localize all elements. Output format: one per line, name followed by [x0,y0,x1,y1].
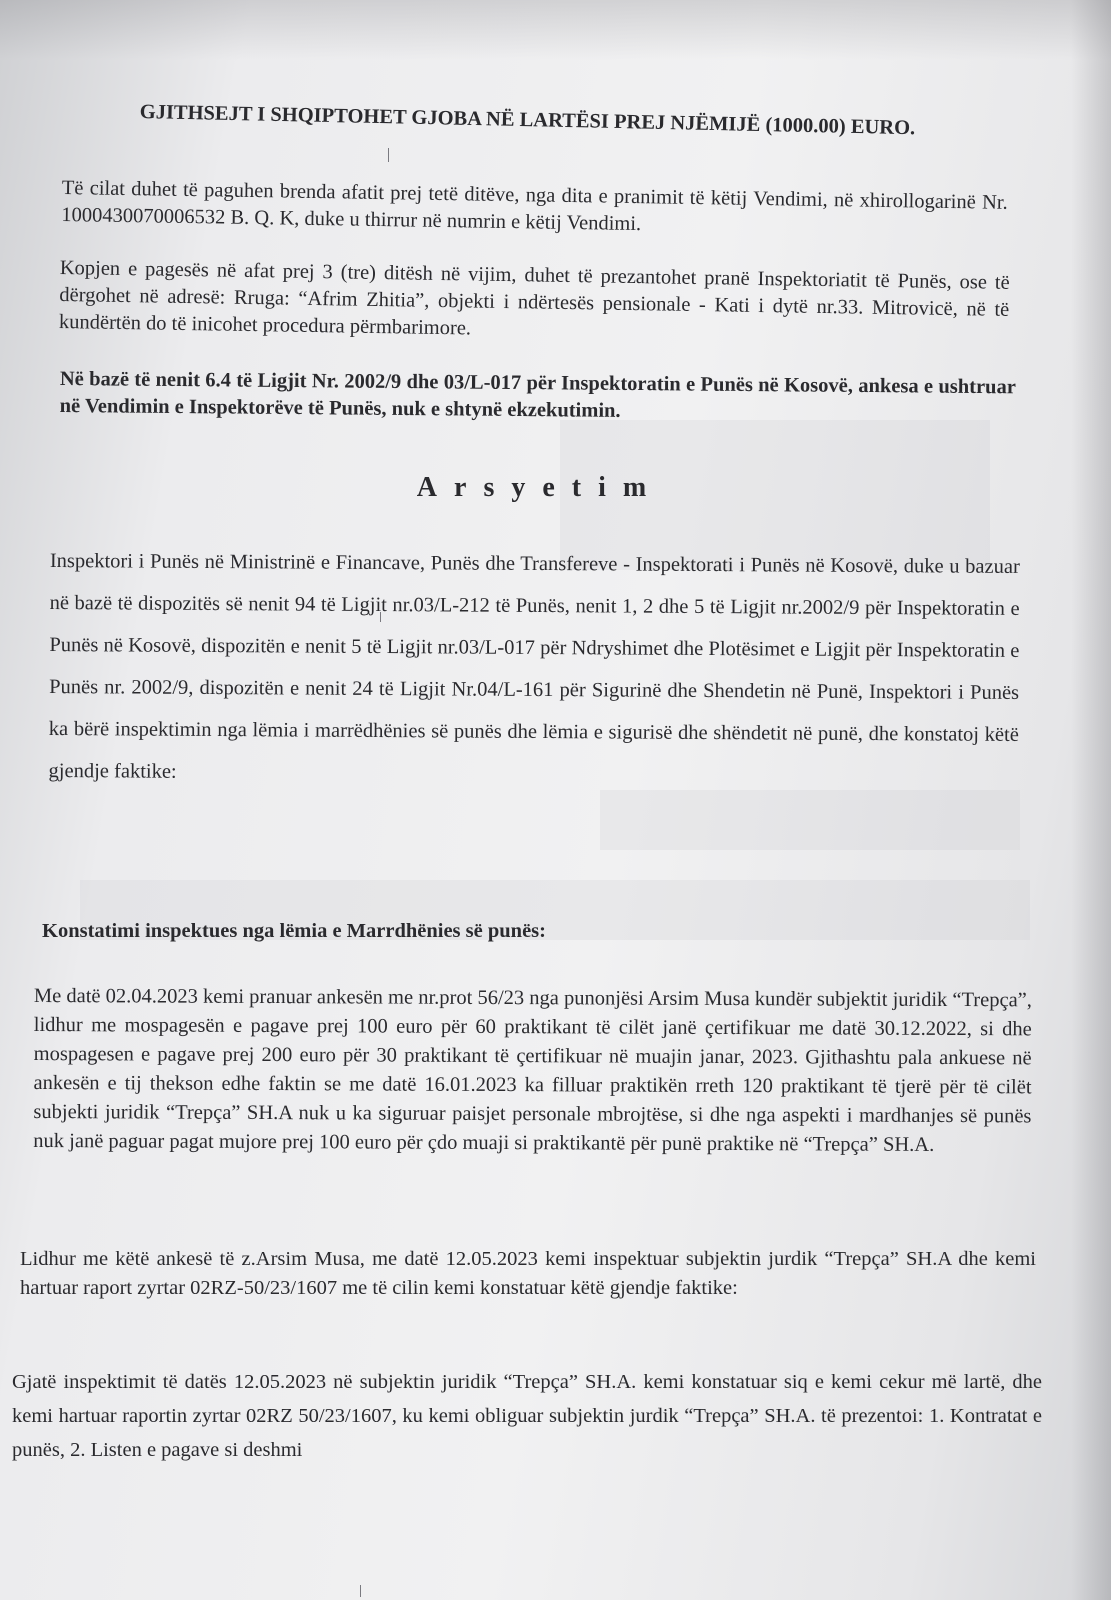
bleed-through-area [600,790,1020,850]
appeal-paragraph: Në bazë të nenit 6.4 të Ligjit Nr. 2002/9 dhe 03/L-017 për Inspektoratin e Punës në Kosovë, ankesa e ushtruar në Vendimin e Inspektorëve të Punës, nuk e shtynë ekzekutimin. [59,367,1016,422]
findings-heading: Konstatimi inspektues nga lëmia e Marrdhënies së punës: [42,920,546,942]
findings-paragraph-2: Lidhur me këtë ankesë të z.Arsim Musa, me datë 12.05.2023 kemi inspektuar subjektin jurdik “Trepça” SH.A dhe kemi hartuar raport zyrtar 02RZ-50/23/1607 me të cilin kemi konstatuar këtë gjendje faktike: [20,1248,1036,1299]
pen-mark [360,1585,361,1597]
payment-paragraph: Të cilat duhet të paguhen brenda afatit prej tetë ditëve, nga dita e pranimit të këtij Vendimi, në xhirollogarinë Nr. 1000430070006532 B. Q. K, duke u thirrur në numrin e këtij Vendimi. [61,176,1008,236]
pen-mark [388,148,389,162]
findings-paragraph-3: Gjatë inspektimit të datës 12.05.2023 në subjektin juridik “Trepça” SH.A. kemi konstatuar siq e kemi cekur më lartë, dhe kemi hartuar raportin zyrtar 02RZ 50/23/1607, ku kemi obliguar subjektin jurdik “Trepça” SH.A. të prezentoi: 1. Kontratat e punës, 2. Listen e pagave si deshmi [12,1371,1042,1461]
copy-paragraph: Kopjen e pagesës në afat prej 3 (tre) ditësh në vijim, duhet të prezantohet pranë Inspektoriatit të Punës, ose të dërgohet në adresë: Rruga: “Afrim Zhitia”, objekti i ndërtesës pensionale - Kati i dytë nr.33. Mitrovicë, në të kundërtën do të inicohet procedura përmbarimore. [58,256,1010,340]
fine-heading: GJITHSEJT I SHQIPTOHET GJOBA NË LARTËSI PREJ NJËMIJË (1000.00) EURO. [139,100,916,140]
reasoning-title: Arsyetim [416,472,664,503]
findings-paragraph-1: Me datë 02.04.2023 kemi pranuar ankesën me nr.prot 56/23 nga punonjësi Arsim Musa kundër subjektit juridik “Trepça”, lidhur me mospagesën e pagave prej 100 euro për 60 praktikant të cilët janë çertifikuar me datë 30.12.2022, si dhe mospagesen e pagave prej 200 euro për 30 praktikant të çertifikuar në muajin janar, 2023. Gjithashtu pala ankuese në ankesën e tij thekson edhe faktin se me datë 16.01.2023 ka filluar praktikën rreth 120 praktikant të tjerë për të cilët subjekti juridik “Trepça” SH.A nuk u ka siguruar paisjet personale mbrojtëse, si dhe nga aspekti i mardhanjes së punës nuk janë paguar pagat mujore prej 100 euro për çdo muaji si praktikantë për punë praktike në “Trepça” SH.A. [33,985,1032,1156]
page-shadow-right [1071,0,1111,1600]
page-shadow-top [0,0,1111,60]
reasoning-paragraph: Inspektori i Punës në Ministrinë e Financave, Punës dhe Transfereve - Inspektorati i Punës në Kosovë, duke u bazuar në bazë të dispozitës së nenit 94 të Ligjit nr.03/L-212 të Punës, nenit 1, 2 dhe 5 të Ligjit nr.2002/9 për Inspektoratin e Punës në Kosovë, dispozitën e nenit 5 të Ligjit nr.03/L-017 për Ndryshimet dhe Plotësimet e Ligjit për Inspektoratin e Punës nr. 2002/9, dispozitën e nenit 24 të Ligjit Nr.04/L-161 për Sigurinë dhe Shendetin në Punë, Inspektori i Punës ka bërë inspektimin nga lëmia i marrëdhënies së punës dhe lëmia e sigurisë dhe shëndetit në punë, dhe konstatoj këtë gjendje faktike: [48,549,1020,783]
